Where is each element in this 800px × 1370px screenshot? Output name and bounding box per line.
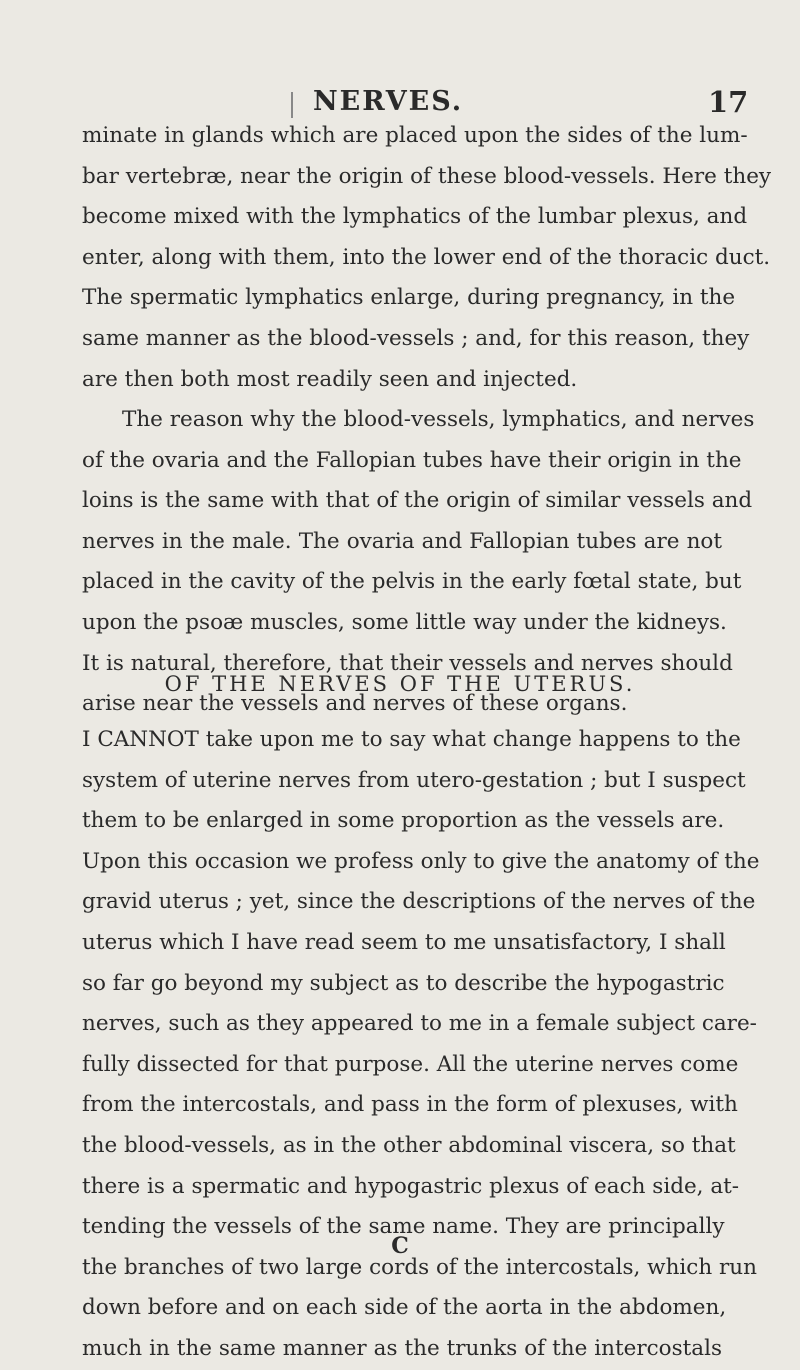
- text-line: It is natural, therefore, that their vessels and nerves should: [82, 650, 733, 676]
- page-number: 17: [708, 85, 749, 119]
- text-line: bar vertebræ, near the origin of these blood-vessels. Here they: [82, 163, 772, 189]
- text-line: nerves, such as they appeared to me in a female subject care-: [82, 1011, 757, 1037]
- text-line: arise near the vessels and nerves of these organs.: [82, 691, 628, 717]
- section-heading: OF THE NERVES OF THE UTERUS.: [164, 672, 636, 696]
- text-line: so far go beyond my subject as to describe the hypogastric: [82, 970, 725, 996]
- text-line: there is a spermatic and hypogastric plexus of each side, at-: [82, 1173, 740, 1199]
- text-line: nerves in the male. The ovaria and Fallopian tubes are not: [82, 528, 722, 554]
- text-line: placed in the cavity of the pelvis in the early fœtal state, but: [82, 569, 742, 595]
- text-line: loins is the same with that of the origin of similar vessels and: [82, 488, 753, 514]
- text-line: The spermatic lymphatics enlarge, during pregnancy, in the: [82, 285, 736, 311]
- text-line: them to be enlarged in some proportion as the vessels are.: [82, 808, 725, 834]
- text-line: The reason why the blood-vessels, lymphatics, and nerves: [122, 407, 755, 432]
- text-line: enter, along with them, into the lower end of the thoracic duct.: [82, 244, 771, 270]
- text-line: down before and on each side of the aorta in the abdomen,: [82, 1295, 727, 1321]
- text-line: from the intercostals, and pass in the form of plexuses, with: [82, 1092, 738, 1118]
- text-line: the branches of two large cords of the intercostals, which run: [82, 1254, 757, 1280]
- text-line: gravid uterus ; yet, since the descriptions of the nerves of the: [82, 889, 756, 915]
- text-line: upon the psoæ muscles, some little way under the kidneys.: [82, 609, 727, 635]
- text-line: tending the vessels of the same name. They are principally: [82, 1214, 725, 1240]
- paragraph-1: [82, 116, 772, 400]
- gutter-mark: [291, 92, 293, 118]
- text-line: I CANNOT take upon me to say what change happens to the: [82, 727, 741, 752]
- text-line: system of uterine nerves from utero-gestation ; but I suspect: [82, 767, 746, 793]
- text-line: minate in glands which are placed upon the sides of the lum-: [82, 123, 748, 148]
- text-line: are then both most readily seen and injected.: [82, 366, 578, 392]
- text-line: Upon this occasion we profess only to give the anatomy of the: [82, 848, 760, 874]
- text-line: of the ovaria and the Fallopian tubes have their origin in the: [82, 447, 742, 473]
- text-line: uterus which I have read seem to me unsatisfactory, I shall: [82, 929, 726, 955]
- text-line: much in the same manner as the trunks of the intercostals: [82, 1335, 722, 1361]
- signature-mark: C: [391, 1233, 409, 1259]
- text-line: same manner as the blood-vessels ; and, for this reason, they: [82, 325, 750, 351]
- text-line: the blood-vessels, as in the other abdominal viscera, so that: [82, 1132, 736, 1158]
- running-title: NERVES.: [313, 86, 464, 117]
- text-line: fully dissected for that purpose. All the uterine nerves come: [82, 1051, 739, 1077]
- text-line: become mixed with the lymphatics of the lumbar plexus, and: [82, 204, 748, 230]
- paragraph-3: [82, 720, 760, 1370]
